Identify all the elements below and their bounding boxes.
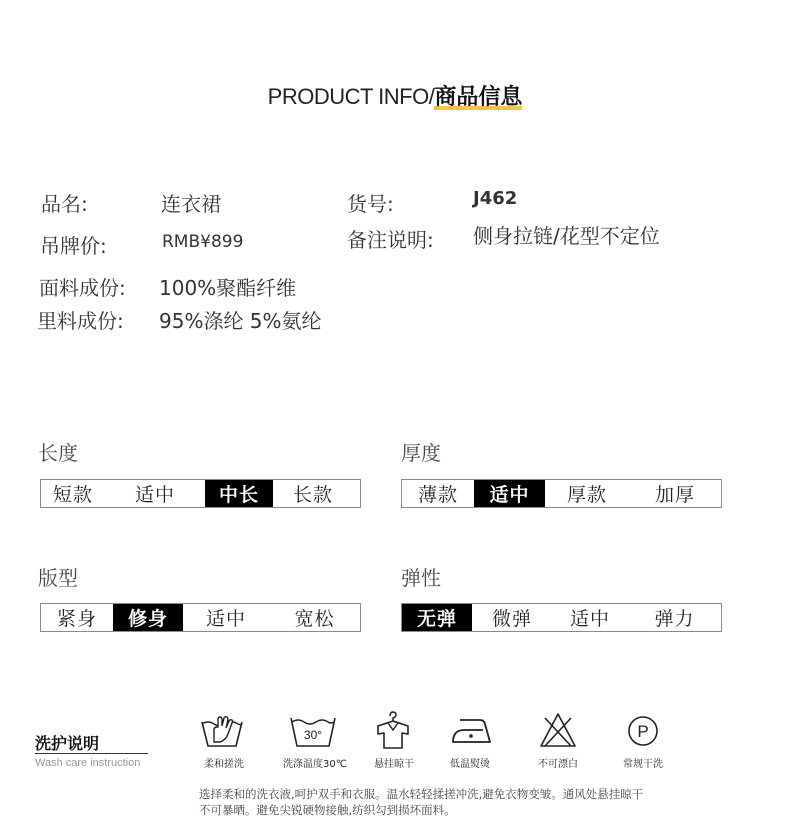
lining-label: 里料成份: [37,309,124,333]
hand-wash-icon [200,712,244,750]
no-bleach-icon [539,712,577,748]
length-option-short[interactable]: 短款 [52,484,93,506]
fit-selector [40,603,361,632]
thickness-selector [401,479,722,508]
elasticity-option-stretch[interactable]: 弹力 [654,608,695,630]
fit-title: 版型 [38,566,78,590]
price-label: 吊牌价: [40,234,107,258]
page-title [0,80,790,111]
fit-option-tight[interactable]: 紧身 [56,608,97,630]
name-label: 品名: [41,192,88,216]
care-subtitle: Wash care instruction [35,757,141,769]
dry-clean-label: 常规干洗 [623,759,663,770]
hang-dry-icon [375,710,411,750]
dry-clean-mark: P [637,722,649,741]
care-note-line-1: 选择柔和的洗衣液,呵护双手和衣服。温水轻轻揉搓冲洗,避免衣物变皱。通风处悬挂晾干 [199,787,644,801]
price-value: RMB¥899 [162,232,244,252]
thickness-option-medium[interactable]: 适中 [474,480,545,507]
no-bleach-label: 不可漂白 [538,759,578,770]
length-selector [40,479,361,508]
care-title: 洗护说明 [35,734,100,753]
note-label: 备注说明: [347,228,434,252]
length-option-medium[interactable]: 适中 [134,484,175,506]
fabric-value: 100%聚酯纤维 [159,276,297,300]
elasticity-title: 弹性 [401,566,441,590]
dry-clean-icon [626,714,660,748]
fit-option-loose[interactable]: 宽松 [294,608,335,630]
name-value: 连衣裙 [161,192,221,216]
elasticity-option-medium[interactable]: 适中 [569,608,610,630]
elasticity-option-none[interactable]: 无弹 [402,604,472,631]
thickness-option-extra-thick[interactable]: 加厚 [654,484,695,506]
care-note-line-2: 不可暴晒。避免尖锐硬物接触,纺织勾到损坏面料。 [199,803,456,817]
note-value: 侧身拉链/花型不定位 [473,224,660,248]
length-option-long[interactable]: 长款 [292,484,333,506]
fabric-label: 面料成份: [39,276,126,300]
item-no-value: J462 [473,188,518,209]
elasticity-option-slight[interactable]: 微弹 [491,608,532,630]
hang-dry-label: 悬挂晾干 [374,759,414,770]
lining-value: 95%涤纶 5%氨纶 [159,309,322,333]
thickness-title: 厚度 [401,441,441,465]
title-chinese: 商品信息 [434,80,522,111]
fit-option-slim[interactable]: 修身 [113,604,183,631]
fit-option-regular[interactable]: 适中 [205,608,246,630]
wash-temp-label: 洗涤温度30℃ [283,759,347,770]
length-title: 长度 [38,441,78,465]
thickness-option-thick[interactable]: 厚款 [566,484,607,506]
hand-wash-label: 柔和搓洗 [204,759,244,770]
length-option-midi[interactable]: 中长 [205,480,273,507]
item-no-label: 货号: [347,192,394,216]
low-iron-label: 低温熨烫 [450,759,490,770]
thickness-option-thin[interactable]: 薄款 [417,484,458,506]
wash-30-icon [289,714,337,750]
title-english: PRODUCT INFO/ [267,84,435,109]
care-note [199,786,759,818]
wash-temp-text: 30° [303,728,323,742]
low-iron-icon [450,716,492,746]
care-divider [35,753,148,754]
elasticity-selector [401,603,722,632]
